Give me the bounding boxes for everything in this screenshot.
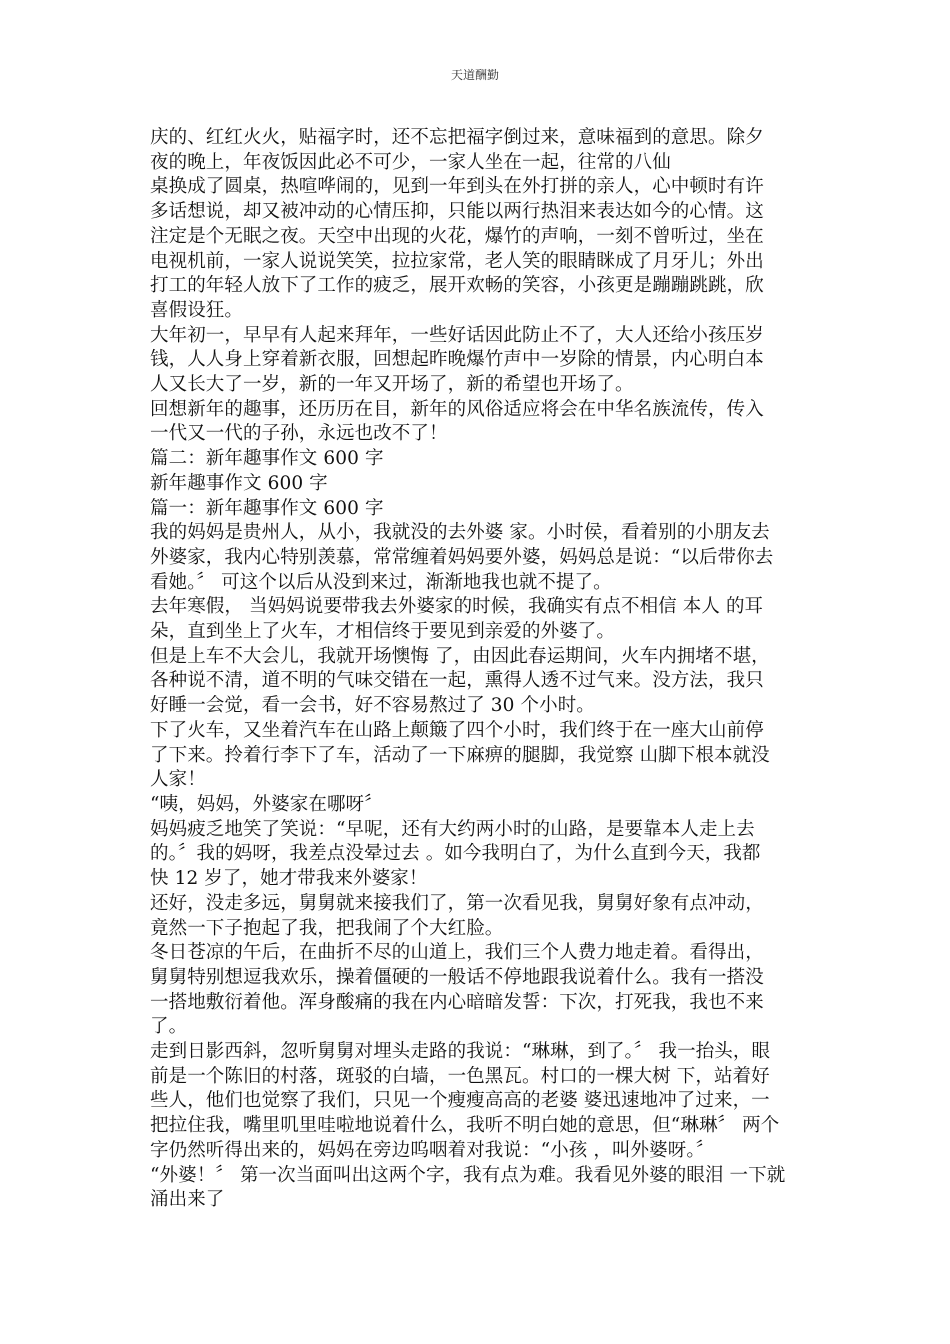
text-line: 一代又一代的子孙，永远也改不了！ bbox=[150, 423, 448, 445]
text-line: 妈妈疲乏地笑了笑说：“早呢，还有大约两小时的山路，是要靠本人走上去 bbox=[150, 818, 755, 840]
text-line: 夜的晚上，年夜饭因此必不可少，一家人坐在一起，往常的八仙 bbox=[150, 151, 671, 173]
text-line: 篇二：新年趣事作文 600 字 bbox=[150, 448, 384, 470]
text-line: 喜假设狂。 bbox=[150, 299, 244, 321]
text-line: 好睡一会觉，看一会书，好不容易熬过了 30 个小时。 bbox=[150, 695, 595, 717]
text-line: 多话想说，却又被冲动的心情压抑，只能以两行热泪来表达如今的心情。这 bbox=[150, 201, 764, 223]
text-line: 下了火车，又坐着汽车在山路上颠簸了四个小时，我们终于在一座大山前停 bbox=[150, 719, 764, 741]
text-line: 但是上车不大会儿，我就开场懊悔 了，由因此春运期间，火车内拥堵不堪， bbox=[150, 645, 770, 667]
text-line: 了下来。拎着行李下了车，活动了一下麻痹的腿脚，我觉察 山脚下根本就没 bbox=[150, 744, 770, 766]
text-line: 我的妈妈是贵州人，从小，我就没的去外婆 家。小时侯，看着别的小朋友去 bbox=[150, 522, 770, 544]
text-line: 些人，他们也觉察了我们，只见一个瘦瘦高高的老婆 婆迅速地冲了过来，一 bbox=[150, 1090, 770, 1112]
text-line: 外婆家，我内心特别羡慕，常常缠着妈妈要外婆，妈妈总是说：“以后带你去 bbox=[150, 546, 774, 568]
text-line: 舅舅特别想逗我欢乐，操着僵硬的一般话不停地跟我说着什么。我有一搭没 bbox=[150, 966, 764, 988]
text-line: 还好，没走多远，舅舅就来接我们了，第一次看见我，舅舅好象有点冲动， bbox=[150, 892, 764, 914]
page-header: 天道酬勤 bbox=[450, 68, 499, 82]
text-line: 各种说不清，道不明的气味交错在一起，熏得人透不过气来。没方法，我只 bbox=[150, 670, 764, 692]
text-line: 把拉住我，嘴里叽里哇啦地说着什么，我听不明白她的意思，但“琳琳〞 两个 bbox=[150, 1115, 780, 1137]
text-line: 钱，人人身上穿着新衣服，回想起昨晚爆竹声中一岁除的情景，内心明白本 bbox=[150, 349, 764, 371]
text-line: 了。 bbox=[150, 1016, 188, 1038]
text-line: “咦，妈妈，外婆家在哪呀〞 bbox=[150, 793, 383, 815]
text-line: 电视机前，一家人说说笑笑，拉拉家常，老人笑的眼睛眯成了月牙儿；外出 bbox=[150, 250, 764, 272]
text-line: 桌换成了圆桌，热喧哗闹的，见到一年到头在外打拼的亲人，心中顿时有许 bbox=[150, 176, 764, 198]
text-line: 打工的年轻人放下了工作的疲乏，展开欢畅的笑容，小孩更是蹦蹦跳跳，欣 bbox=[150, 275, 764, 297]
text-line: 大年初一，早早有人起来拜年，一些好话因此防止不了，大人还给小孩压岁 bbox=[150, 324, 764, 346]
text-line: 回想新年的趣事，还历历在目，新年的风俗适应将会在中华名族流传，传入 bbox=[150, 398, 764, 420]
text-line: 人家！ bbox=[150, 769, 206, 791]
text-line: 冬日苍凉的午后，在曲折不尽的山道上，我们三个人费力地走着。看得出， bbox=[150, 942, 764, 964]
text-line: 看她。〞 可这个以后从没到来过，渐渐地我也就不提了。 bbox=[150, 571, 612, 593]
text-line: 去年寒假， 当妈妈说要带我去外婆家的时候，我确实有点不相信 本人 的耳 bbox=[150, 596, 764, 618]
text-line: 一搭地敷衍着他。浑身酸痛的我在内心暗暗发誓：下次，打死我，我也不来 bbox=[150, 991, 764, 1013]
text-line: 竟然一下子抱起了我，把我闹了个大红脸。 bbox=[150, 917, 504, 939]
essay-body bbox=[150, 126, 796, 1213]
text-line: 字仍然听得出来的，妈妈在旁边呜咽着对我说：“小孩 ，叫外婆呀。〞 bbox=[150, 1139, 715, 1161]
text-line: 人又长大了一岁，新的一年又开场了，新的希望也开场了。 bbox=[150, 374, 634, 396]
text-line: “外婆！〞 第一次当面叫出这两个字，我有点为难。我看见外婆的眼泪 一下就 bbox=[150, 1164, 786, 1186]
text-line: 前是一个陈旧的村落，斑驳的白墙，一色黑瓦。村口的一棵大树 下，站着好 bbox=[150, 1065, 770, 1087]
text-line: 的。〞我的妈呀，我差点没晕过去 。如今我明白了，为什么直到今天，我都 bbox=[150, 843, 761, 865]
text-line: 朵，直到坐上了火车，才相信终于要见到亲爱的外婆了。 bbox=[150, 621, 616, 643]
text-line: 注定是个无眠之夜。天空中出现的火花，爆竹的声响，一刻不曾听过，坐在 bbox=[150, 225, 764, 247]
text-line: 涌出来了 bbox=[150, 1189, 225, 1211]
text-line: 走到日影西斜，忽听舅舅对埋头走路的我说：“琳琳，到了。〞 我一抬头，眼 bbox=[150, 1041, 771, 1063]
text-line: 新年趣事作文 600 字 bbox=[150, 472, 328, 494]
text-line: 篇一：新年趣事作文 600 字 bbox=[150, 497, 384, 519]
text-line: 庆的、红红火火，贴福字时，还不忘把福字倒过来，意味福到的意思。除夕 bbox=[150, 127, 764, 148]
text-line: 快 12 岁了，她才带我来外婆家！ bbox=[150, 868, 428, 890]
